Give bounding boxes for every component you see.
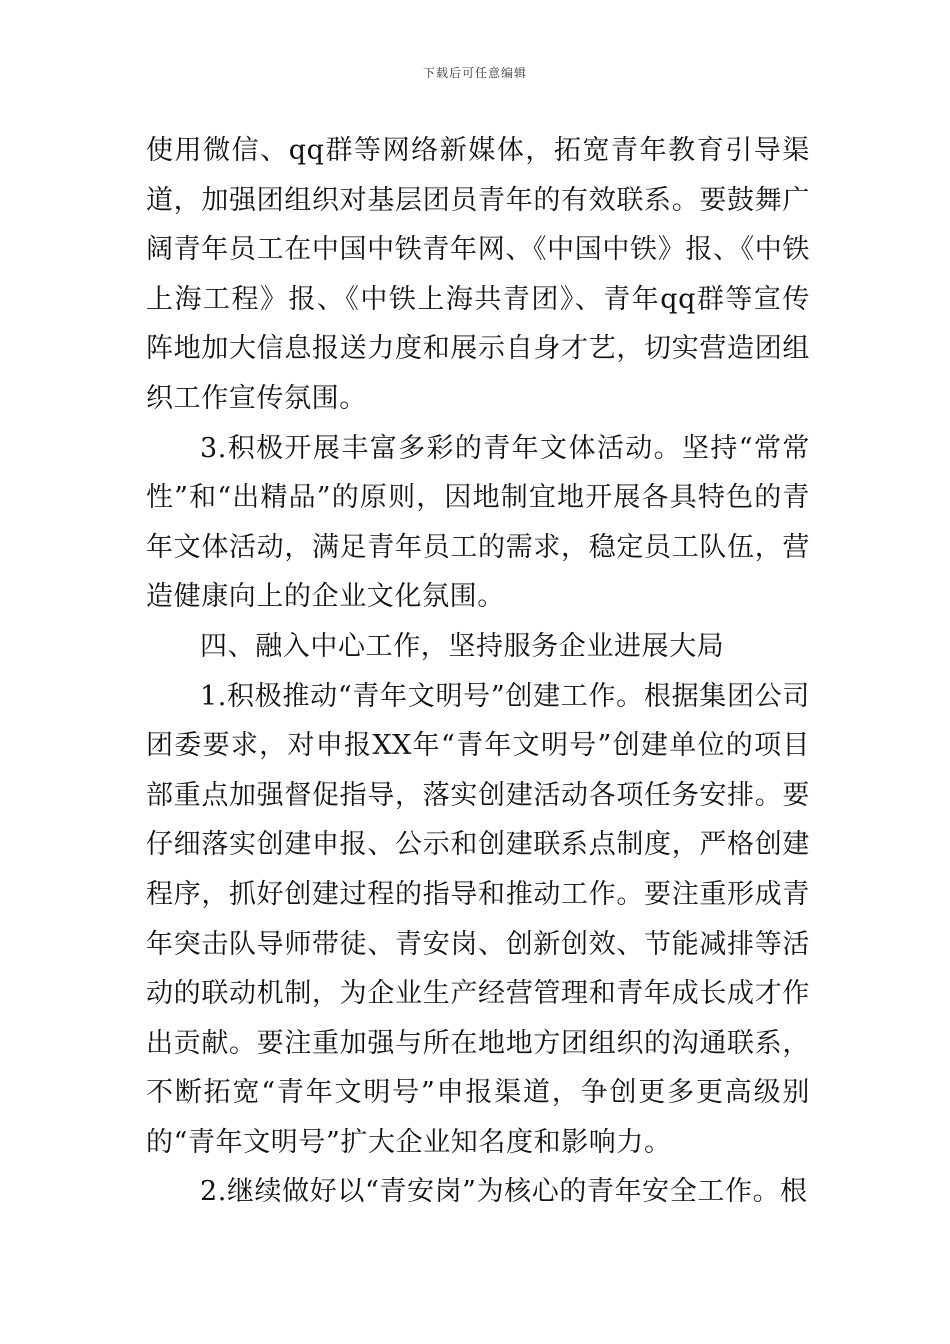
- paragraph-item-3: 3.积极开展丰富多彩的青年文体活动。坚持“常常性”和“出精品”的原则，因地制宜地开展各具特色的青年文体活动，满足青年员工的需求，稳定员工队伍，营造健康向上的企业文化氛围。: [146, 432, 810, 613]
- section-heading-4: 四、融入中心工作，坚持服务企业进展大局: [200, 630, 725, 662]
- document-body: [146, 126, 810, 1217]
- paragraph-item-1: 1.积极推动“青年文明号”创建工作。根据集团公司团委要求，对申报XX年“青年文明号”创建单位的项目部重点加强督促指导，落实创建活动各项任务安排。要仔细落实创建申报、公示和创建联系点制度，严格创建程序，抓好创建过程的指导和推动工作。要注重形成青年突击队导师带徒、青安岗、创新创效、节能减排等活动的联动机制，为企业生产经营管理和青年成长成才作出贡献。要注重加强与所在地地方团组织的沟通联系，不断拓宽“青年文明号”申报渠道，争创更多更高级别的“青年文明号”扩大企业知名度和影响力。: [146, 680, 810, 1158]
- paragraph-item-2: 2.继续做好以“青安岗”为核心的青年安全工作。根: [200, 1176, 808, 1208]
- page-header-note: 下载后可任意编辑: [422, 66, 527, 80]
- paragraph-continuation: 使用微信、qq群等网络新媒体，拓宽青年教育引导渠道，加强团组织对基层团员青年的有效联系。要鼓舞广阔青年员工在中国中铁青年网、《中国中铁》报、《中铁上海工程》报、《中铁上海共青团》、青年qq群等宣传阵地加大信息报送力度和展示自身才艺，切实营造团组织工作宣传氛围。: [146, 135, 810, 414]
